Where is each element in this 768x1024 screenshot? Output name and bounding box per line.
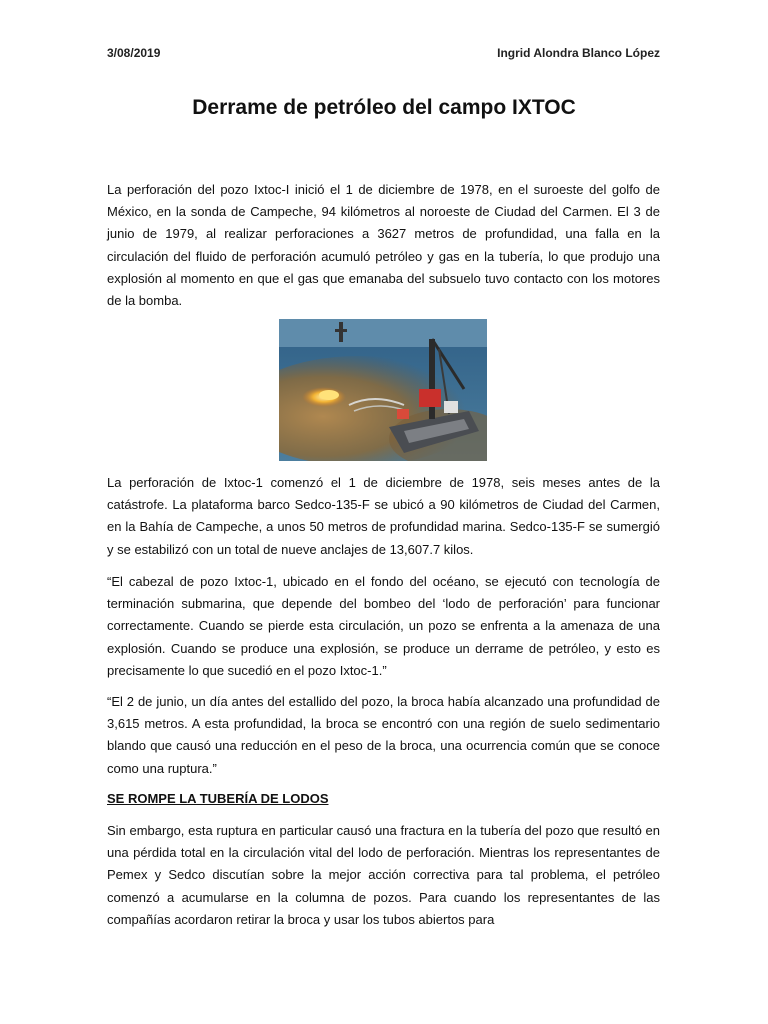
paragraph-rupture: Sin embargo, esta ruptura en particular causó una fractura en la tubería del pozo que resultó en una pérdida total en la circulación vital del lodo de perforación. Mientras los representantes de Pemex y Sedco discutían sobre la mejor acción correctiva para tal problema, el petróleo comenzó a acumularse en la columna de pozos. Para cuando los representantes de las compañías acordaron retirar la broca y usar los tubos abiertos para	[107, 823, 660, 927]
section-heading: SE ROMPE LA TUBERÍA DE LODOS	[107, 791, 329, 806]
paragraph-quote-wellhead: “El cabezal de pozo Ixtoc-1, ubicado en el fondo del océano, se ejecutó con tecnología de terminación submarina, que depende del bombeo del ‘lodo de perforación’ para funcionar correctamente. Cuando se pierde esta circulación, un pozo se enfrenta a la amenaza de una explosión. Cuando se produce una explosión, se produce un derrame de petróleo, y esto es precisamente lo que sucedió en el pozo Ixtoc-1.”	[107, 574, 660, 678]
document-title: Derrame de petróleo del campo IXTOC	[192, 96, 576, 119]
oil-platform-photo	[279, 319, 487, 461]
header-date: 3/08/2019	[107, 46, 161, 60]
paragraph-quote-june: “El 2 de junio, un día antes del estallido del pozo, la broca había alcanzado una profundidad de 3,615 metros. A esta profundidad, la broca se encontró con una región de suelo sedimentario blando que causó una reducción en el peso de la broca, una ocurrencia común que se conoce como una ruptura.”	[107, 694, 660, 776]
paragraph-intro: La perforación del pozo Ixtoc-I inició el 1 de diciembre de 1978, en el suroeste del golfo de México, en la sonda de Campeche, 94 kilómetros al noroeste de Ciudad del Carmen. El 3 de junio de 1979, al realizar perforaciones a 3627 metros de profundidad, una falla en la circulación del fluido de perforación acumuló petróleo y gas en la tubería, lo que produjo una explosión al momento en que el gas que emanaba del subsuelo tuvo contacto con los motores de la bomba.	[107, 182, 660, 309]
header-author: Ingrid Alondra Blanco López	[497, 46, 660, 60]
page-header	[107, 46, 660, 60]
paragraph-sedco: La perforación de Ixtoc-1 comenzó el 1 de diciembre de 1978, seis meses antes de la catástrofe. La plataforma barco Sedco-135-F se ubicó a 90 kilómetros de Ciudad del Carmen, en la Bahía de Campeche, a unos 50 metros de profundidad marina. Sedco-135-F se sumergió y se estabilizó con un total de nueve anclajes de 13,607.7 kilos.	[107, 475, 660, 557]
